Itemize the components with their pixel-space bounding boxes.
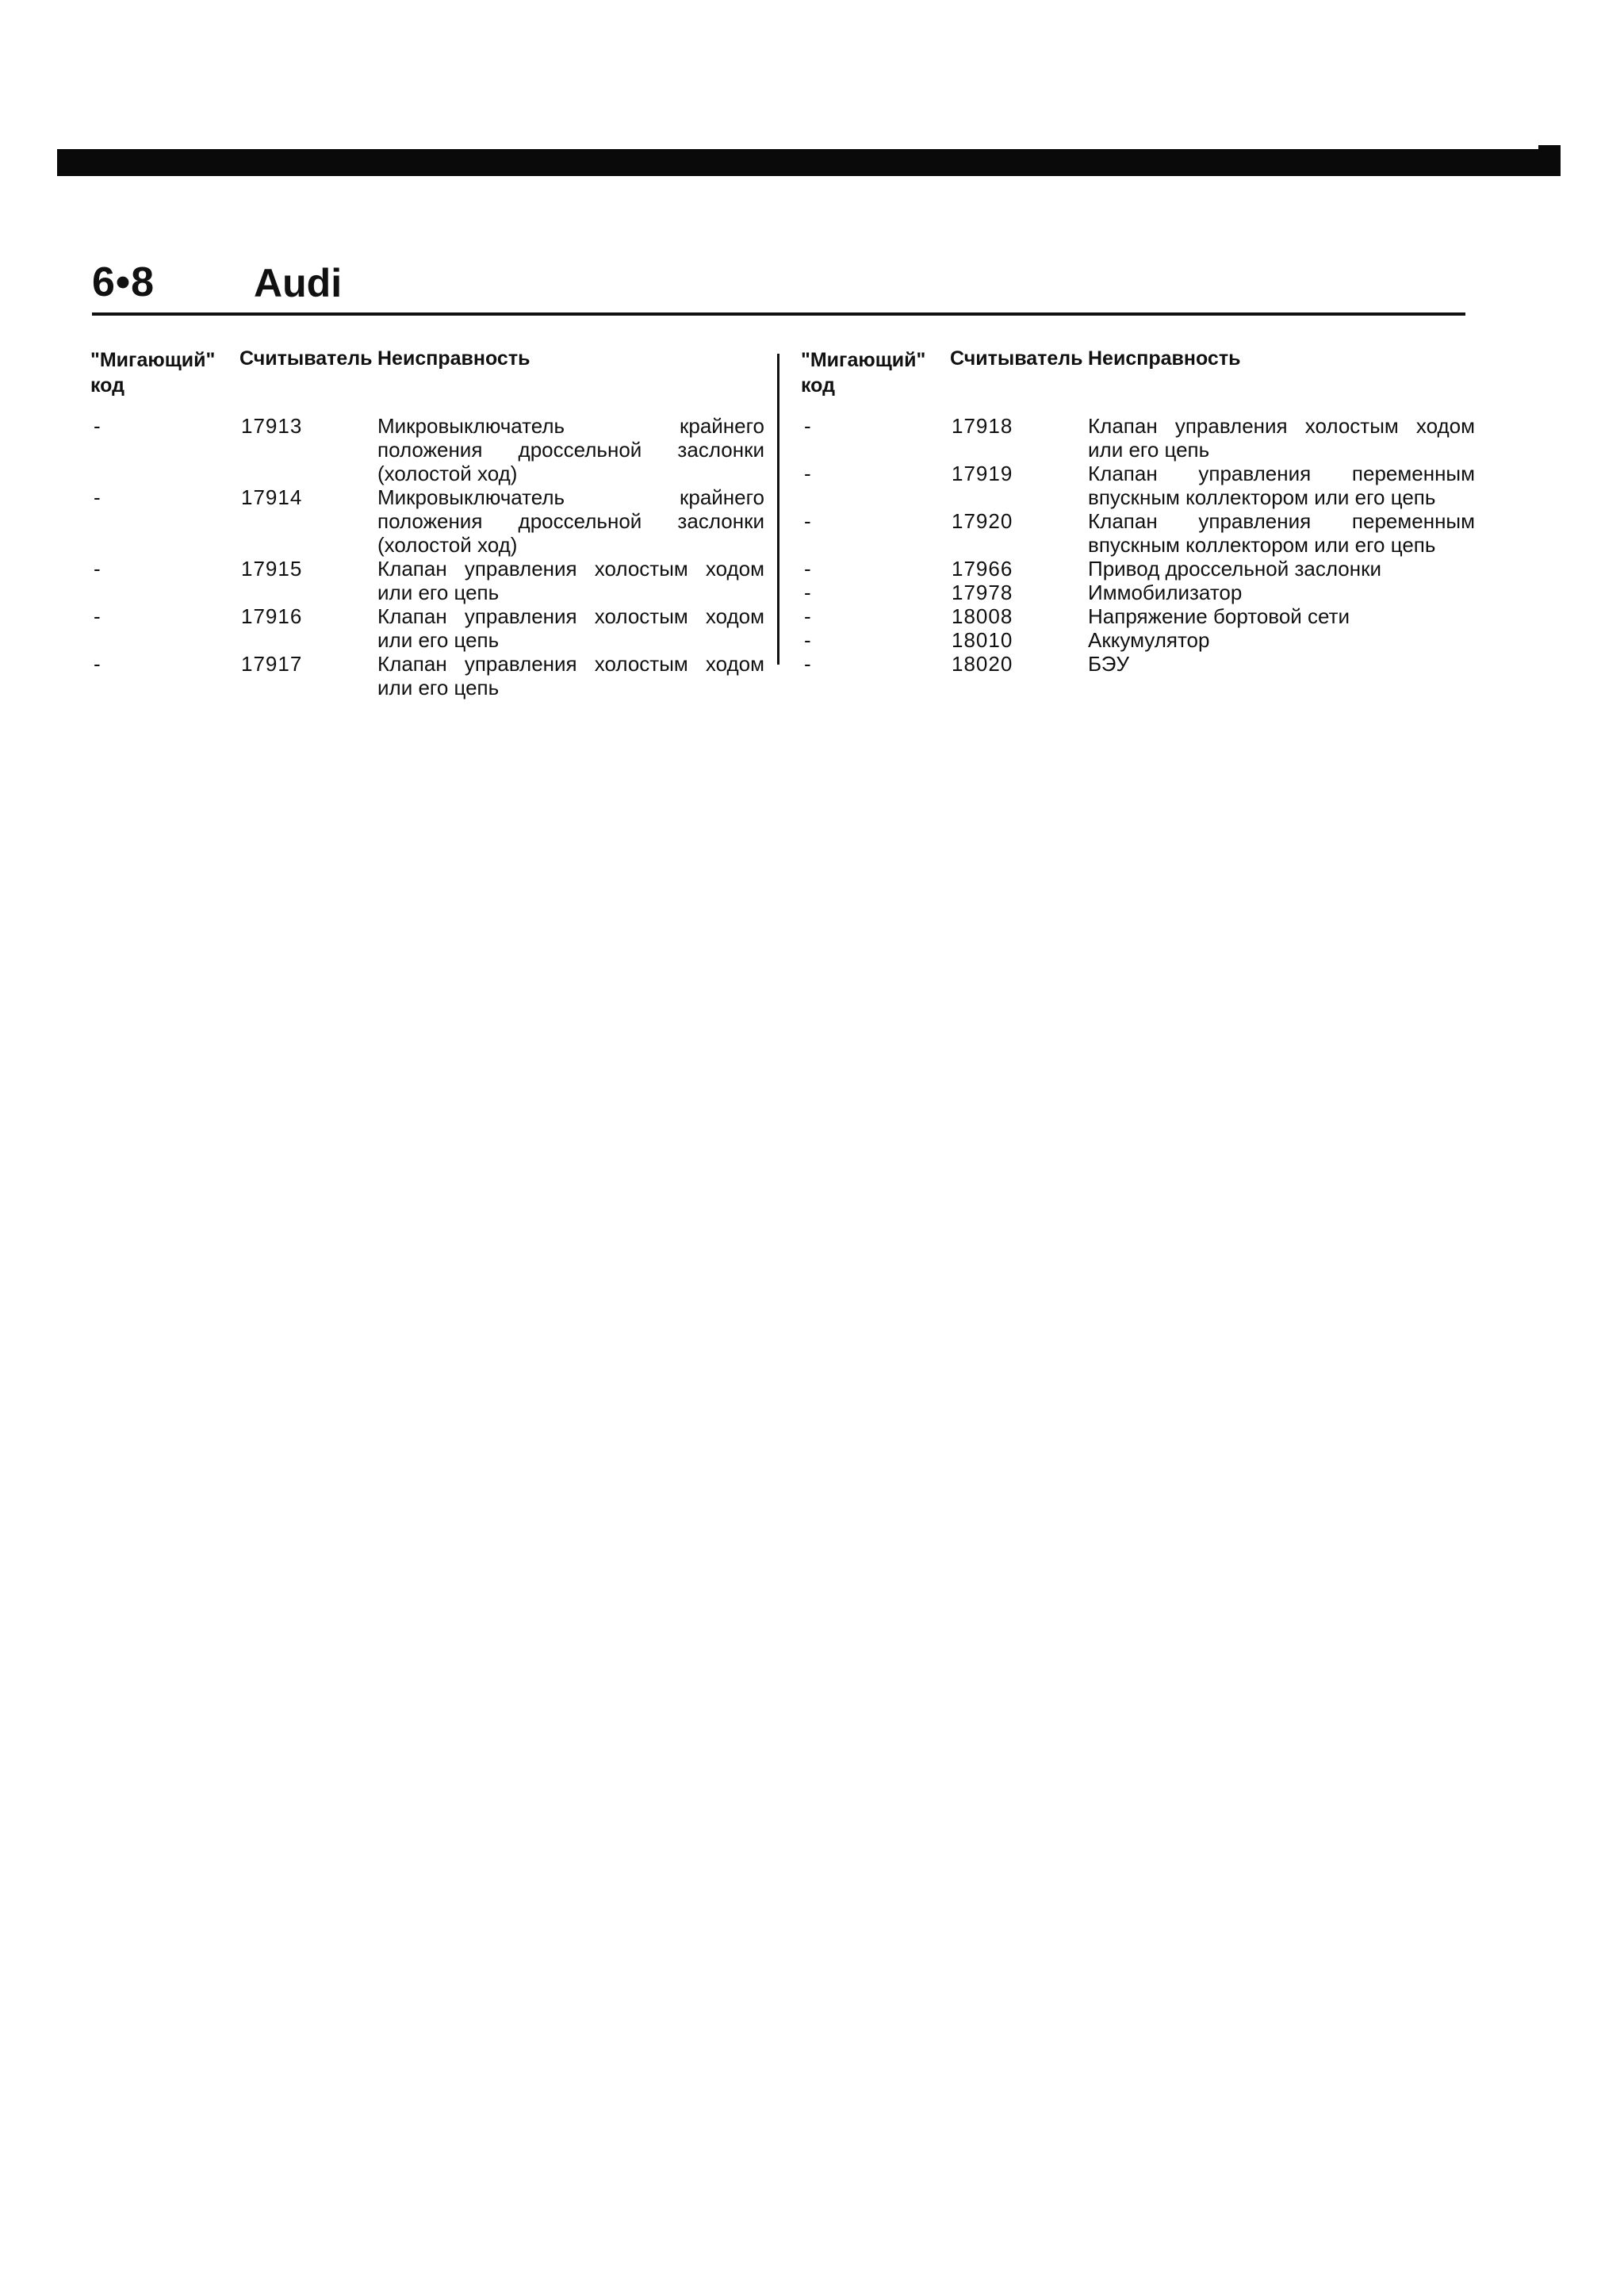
header-flash-code: "Мигающий" код [90,349,216,397]
table-row [90,485,772,557]
fault-description-cell: Клапан управления холостым ходом или его цепь [377,604,764,652]
table-row [801,462,1483,509]
fault-table-left [90,347,772,700]
fault-description-cell: Аккумулятор [1088,628,1210,652]
table-row [801,604,1483,628]
header-bar-tab [1538,145,1561,175]
flash-code-cell: - [94,652,101,676]
flash-code-cell: - [804,414,811,438]
reader-code-cell: 17919 [952,462,1013,485]
fault-description-cell: БЭУ [1088,652,1129,676]
fault-description-cell: Клапан управления холостым ходом или его цепь [1088,414,1475,462]
page-title: Audi [254,261,343,305]
reader-code-cell: 17916 [241,604,303,628]
fault-description-cell: Напряжение бортовой сети [1088,604,1350,628]
fault-description-cell: Микровыключатель крайнего положения дроссельной заслонки (холостой ход) [377,414,764,485]
reader-code-cell: 17915 [241,557,303,581]
fault-description-cell: Привод дроссельной заслонки [1088,557,1382,581]
reader-code-cell: 17920 [952,509,1013,533]
fault-description-cell: Клапан управления холостым ходом или его цепь [377,557,764,604]
header-fault: Неисправность [1088,347,1241,370]
table-row [801,557,1483,581]
table-row [90,414,772,485]
table-row [801,652,1483,676]
title-divider [92,312,1465,316]
reader-code-cell: 17917 [241,652,303,676]
fault-description-cell: Иммобилизатор [1088,581,1243,604]
flash-code-cell: - [804,462,811,485]
flash-code-cell: - [94,414,101,438]
fault-description-cell: Клапан управления переменным впускным коллектором или его цепь [1088,509,1475,557]
flash-code-cell: - [94,485,101,509]
flash-code-cell: - [804,557,811,581]
reader-code-cell: 17966 [952,557,1013,581]
table-row [90,604,772,652]
table-row [801,628,1483,652]
reader-code-cell: 17918 [952,414,1013,438]
table-row [801,414,1483,462]
reader-code-cell: 18008 [952,604,1013,628]
table-row [801,581,1483,604]
table-row [90,652,772,700]
header-flash-code: "Мигающий" код [801,349,926,397]
fault-description-cell: Микровыключатель крайнего положения дроссельной заслонки (холостой ход) [377,485,764,557]
fault-description-cell: Клапан управления переменным впускным коллектором или его цепь [1088,462,1475,509]
table-row [90,557,772,604]
header-reader: Считыватель [239,347,373,370]
reader-code-cell: 18010 [952,628,1013,652]
reader-code-cell: 17978 [952,581,1013,604]
column-divider [777,354,779,665]
header-bar [57,149,1561,176]
table-header [801,347,1483,414]
reader-code-cell: 18020 [952,652,1013,676]
page-number: 6•8 [92,259,155,305]
reader-code-cell: 17913 [241,414,303,438]
reader-code-cell: 17914 [241,485,303,509]
flash-code-cell: - [804,604,811,628]
header-reader: Считыватель [950,347,1083,370]
flash-code-cell: - [94,557,101,581]
header-fault: Неисправность [377,347,530,370]
table-header [90,347,772,414]
flash-code-cell: - [94,604,101,628]
flash-code-cell: - [804,628,811,652]
flash-code-cell: - [804,509,811,533]
table-row [801,509,1483,557]
table-body [801,414,1483,676]
fault-description-cell: Клапан управления холостым ходом или его цепь [377,652,764,700]
fault-table-right [801,347,1483,676]
flash-code-cell: - [804,581,811,604]
table-body [90,414,772,700]
flash-code-cell: - [804,652,811,676]
